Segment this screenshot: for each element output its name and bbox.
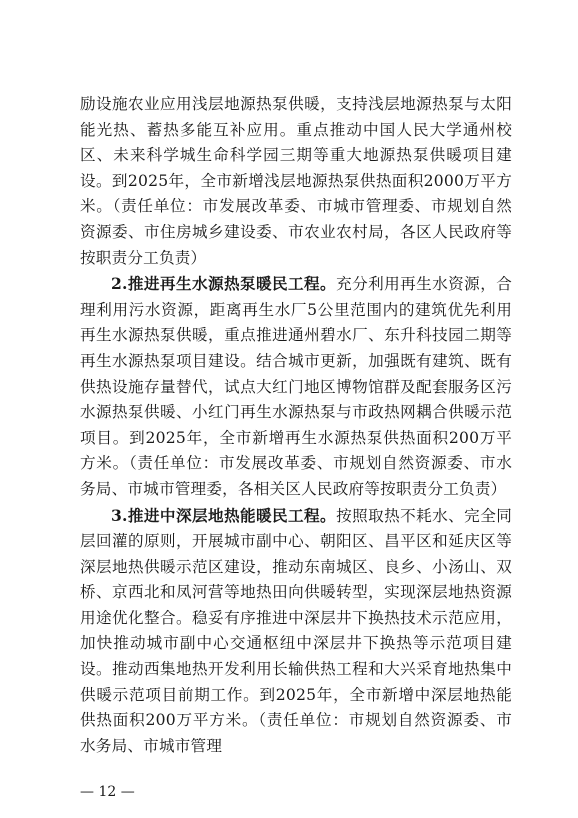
paragraph-1-text: 励设施农业应用浅层地源热泵供暖，支持浅层地源热泵与太阳能光热、蓄热多能互补应用。重点推动中国人民大学通州校区、未来科学城生命科学园三期等重大地源热泵供暖项目建设。到2025年，全市新增浅层地源热泵供热面积2000万平方米。（责任单位：市发展改革委、市城市管理委、市规划自然资源委、市住房城乡建设委、市农业农村局，各区人民政府等按职责分工负责） [80,95,512,267]
paragraph-2-heading: 2.推进再生水源热泵暖民工程。 [111,274,337,294]
paragraph-2 [80,271,512,502]
document-body [80,92,512,759]
paragraph-2-text: 充分利用再生水资源，合理利用污水资源，距离再生水厂5公里范围内的建筑优先利用再生水源热泵供暖，重点推进通州碧水厂、东升科技园二期等再生水源热泵项目建设。结合城市更新，加强既有建筑、既有供热设施存量替代，试点大红门地区博物馆群及配套服务区污水源热泵供暖、小红门再生水源热泵与市政热网耦合供暖示范项目。到2025年，全市新增再生水源热泵供热面积200万平方米。（责任单位：市发展改革委、市规划自然资源委、市水务局、市城市管理委，各相关区人民政府等按职责分工负责） [80,275,513,498]
paragraph-3-text: 按照取热不耗水、完全同层回灌的原则，开展城市副中心、朝阳区、昌平区和延庆区等深层地热供暖示范区建设，推动东南城区、良乡、小汤山、双桥、京西北和凤河营等地热田向供暖转型，实现深层地热资源用途优化整合。稳妥有序推进中深层井下换热技术示范应用，加快推动城市副中心交通枢纽中深层井下换热等示范项目建设。推动西集地热开发利用长输供热工程和大兴采育地热集中供暖示范项目前期工作。到2025年，全市新增中深层地热能供热面积200万平方米。（责任单位：市规划自然资源委、市水务局、市城市管理 [80,506,513,755]
page-number: — 12 — [80,784,135,800]
paragraph-3-heading: 3.推进中深层地热能暖民工程。 [111,505,337,525]
paragraph-1 [80,92,512,271]
paragraph-3 [80,503,512,760]
